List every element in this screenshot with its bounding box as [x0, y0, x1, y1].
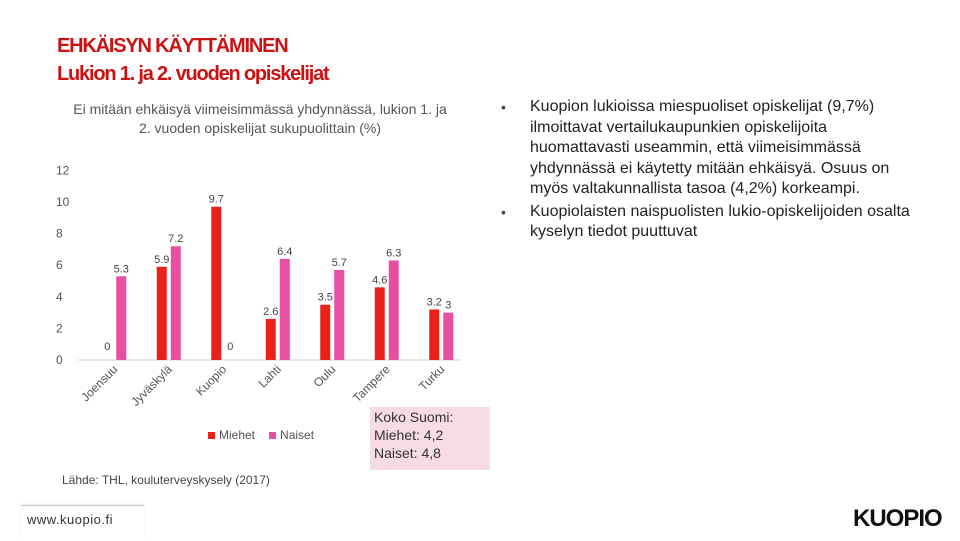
y-tick-label: 10	[56, 195, 70, 209]
page-title-line1: EHKÄISYN KÄYTTÄMINEN	[57, 35, 288, 57]
y-tick-label: 2	[56, 321, 63, 336]
bullet-item	[499, 97, 919, 200]
x-tick-label: Jyväskylä	[128, 362, 175, 409]
x-tick-label: Joensuu	[78, 362, 121, 405]
bar-naiset	[334, 270, 344, 360]
bullet-dot: •	[501, 203, 506, 220]
bullet-text: Kuopiolaisten naispuolisten lukio-opiskelijoiden osalta kyselyn tiedot puuttuvat	[530, 202, 910, 240]
bullet-list	[499, 97, 919, 245]
bullet-dot: •	[501, 99, 506, 115]
data-label-naiset: 5.7	[331, 256, 347, 269]
legend-swatch-naiset	[269, 432, 276, 439]
bar-naiset	[116, 276, 126, 360]
national-average-box	[370, 407, 490, 470]
data-label-miehet: 0	[104, 341, 111, 353]
data-label-miehet: 3.5	[317, 291, 333, 304]
y-tick-label: 12	[56, 163, 70, 178]
data-label-miehet: 3.2	[426, 296, 442, 309]
legend-item-miehet	[208, 428, 255, 442]
bar-miehet	[157, 267, 167, 360]
x-tick-label: Tampere	[349, 362, 393, 406]
chart-legend	[208, 428, 314, 442]
bar-naiset	[280, 259, 290, 360]
national-average-men: Miehet: 4,2	[374, 427, 444, 443]
national-average-women: Naiset: 4,8	[374, 445, 441, 461]
bar-miehet	[375, 287, 385, 360]
data-label-miehet: 5.9	[154, 253, 170, 266]
source-note: Lähde: THL, kouluterveyskysely (2017)	[62, 473, 270, 487]
data-label-naiset: 6.4	[277, 245, 293, 258]
y-tick-label: 0	[56, 353, 63, 367]
bullet-item	[499, 202, 919, 243]
data-label-naiset: 0	[227, 341, 234, 353]
bar-naiset	[389, 260, 399, 360]
data-label-miehet: 2.6	[263, 305, 279, 318]
bar-naiset	[443, 313, 453, 360]
data-label-miehet: 9.7	[208, 193, 224, 206]
bar-naiset	[171, 246, 181, 360]
y-tick-label: 8	[56, 226, 63, 241]
legend-swatch-miehet	[208, 432, 215, 439]
bar-miehet	[429, 309, 439, 360]
data-label-naiset: 7.2	[168, 233, 184, 246]
data-label-miehet: 4.6	[372, 274, 388, 287]
data-label-naiset: 6.3	[386, 247, 402, 260]
y-tick-label: 6	[56, 258, 63, 273]
national-average-title: Koko Suomi:	[374, 409, 454, 425]
legend-item-naiset	[269, 428, 314, 442]
bar-miehet	[211, 207, 221, 360]
chart-title: Ei mitään ehkäisyä viimeisimmässä yhdynnässä, lukion 1. ja 2. vuoden opiskelijat sukupuolittain (%)	[73, 101, 447, 136]
bar-miehet	[320, 305, 330, 360]
page-title-line2: Lukion 1. ja 2. vuoden opiskelijat	[57, 63, 329, 85]
data-label-naiset: 5.3	[113, 263, 129, 276]
x-tick-label: Kuopio	[193, 362, 230, 399]
x-tick-label: Turku	[416, 362, 448, 394]
bar-miehet	[266, 319, 276, 360]
y-tick-label: 4	[56, 289, 63, 304]
legend-label-miehet: Miehet	[219, 428, 256, 442]
data-label-naiset: 3	[445, 299, 452, 312]
legend-label-naiset: Naiset	[280, 428, 315, 442]
kuopio-logo: KUOPIO	[853, 505, 942, 532]
x-tick-label: Lahti	[255, 362, 284, 391]
footer-url[interactable]: www.kuopio.fi	[27, 512, 113, 527]
x-tick-label: Oulu	[310, 362, 339, 391]
bullet-text: Kuopion lukioissa miespuoliset opiskelijat (9,7%) ilmoittavat vertailukaupunkien opiskelijoita huomattavasti useammin, että viimeisimmässä yhdynnässä ei käytetty mitään ehkäisyä. Osuus on myös valtakunnallista tasoa (4,2%) korkeampi.	[530, 98, 890, 197]
